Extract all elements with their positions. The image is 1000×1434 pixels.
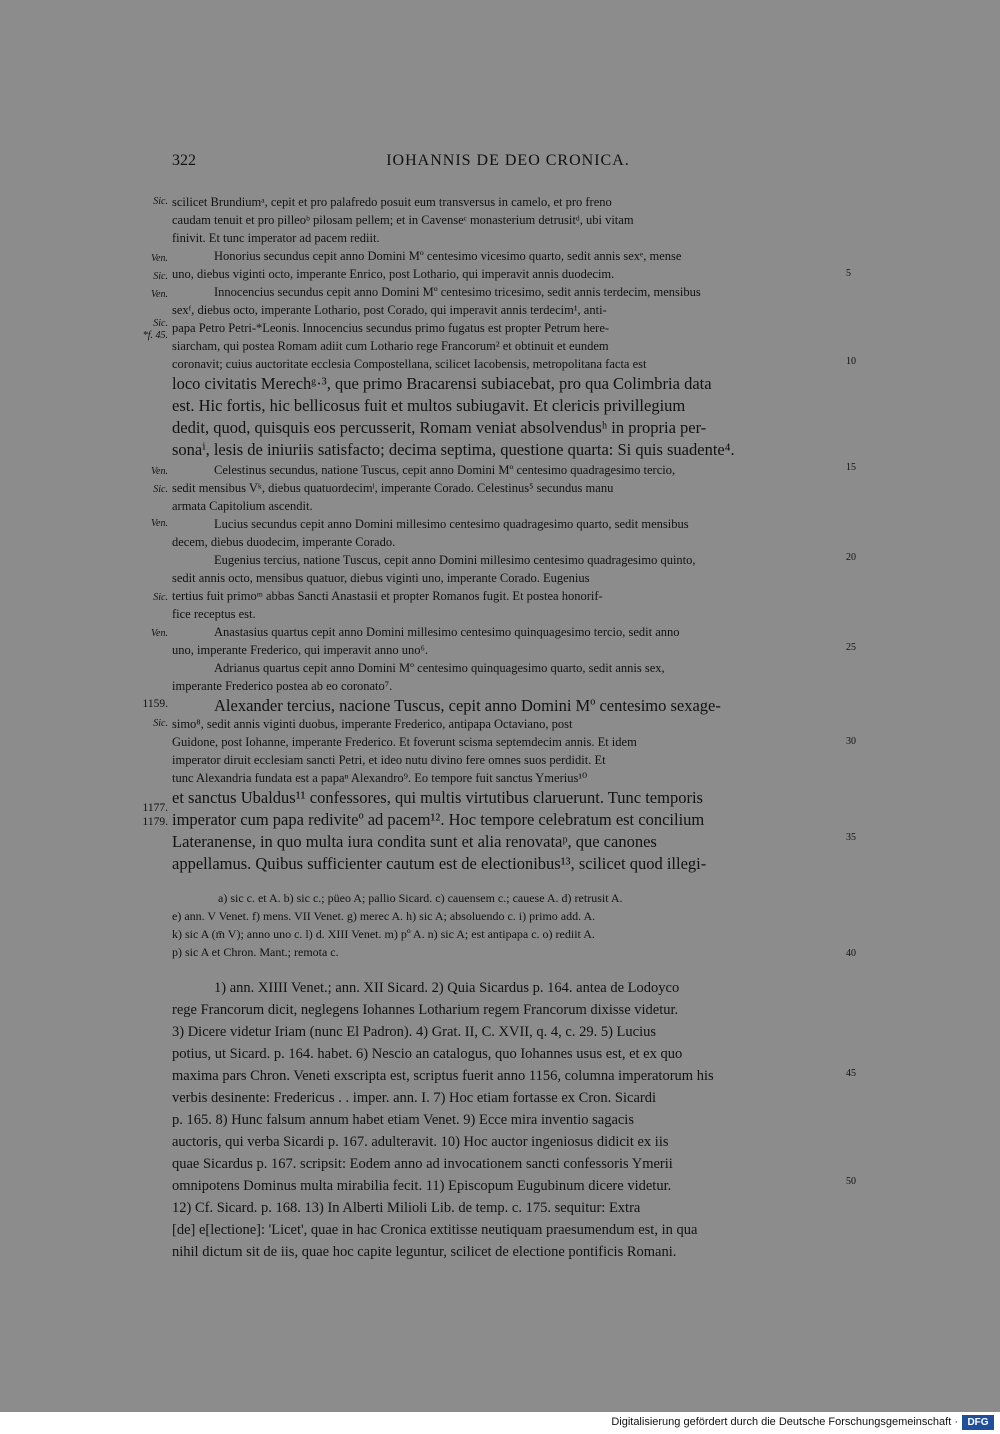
apparatus-line: a) sic c. et A. b) sic c.; püeo A; pallio Sicard. c) cauensem c.; cauese A. d) retrusit A. xyxy=(218,891,623,905)
text-line: tunc Alexandria fundata est a papaⁿ Alexandro⁹. Eo tempore fuit sanctus Ymerius¹⁰ xyxy=(172,771,588,785)
text-line: coronavit; cuius auctoritate ecclesia Compostellana, scilicet Iacobensis, metropolitana facta est xyxy=(172,357,647,371)
text-line: sonaⁱ, lesis de iniuriis satisfacto; decima septima, questione quarta: Si quis suadente⁴. xyxy=(172,440,735,459)
text-line: finivit. Et tunc imperator ad pacem rediit. xyxy=(172,231,380,245)
note-line: nihil dictum sit de iis, quae hoc capite leguntur, scilicet de electione pontificis Romani. xyxy=(172,1244,677,1260)
text-line: imperante Frederico postea ab eo coronato⁷. xyxy=(172,679,393,693)
funding-footer xyxy=(0,1412,1000,1434)
line-number: 25 xyxy=(846,642,856,653)
text-line: uno, diebus viginti octo, imperante Enrico, post Lothario, qui imperavit annis duodecim. xyxy=(172,267,615,281)
margin-year: 1159. xyxy=(142,698,168,710)
margin-siglum: Ven. xyxy=(151,253,168,264)
text-line: est. Hic fortis, hic bellicosus fuit et multos subiugavit. Et clericis privillegium xyxy=(172,396,686,415)
margin-year: 1179. xyxy=(142,816,168,828)
text-line: Lateranense, in quo multa iura condita sunt et alia renovataᵖ, que canones xyxy=(172,832,657,851)
margin-siglum: Sic. xyxy=(153,592,168,603)
line-number: 30 xyxy=(846,736,856,747)
margin-siglum: Ven. xyxy=(151,518,168,529)
dfg-logo-icon: DFG xyxy=(962,1415,994,1430)
note-line: 3) Dicere videtur Iriam (nunc El Padron). 4) Grat. II, C. XVII, q. 4, c. 29. 5) Lucius xyxy=(172,1024,656,1040)
margin-siglum: Sic. xyxy=(153,271,168,282)
margin-siglum: Ven. xyxy=(151,289,168,300)
line-number: 15 xyxy=(846,462,856,473)
text-line: Eugenius tercius, natione Tuscus, cepit anno Domini millesimo centesimo quadragesimo quinto, xyxy=(214,553,696,567)
line-number: 10 xyxy=(846,356,856,367)
margin-siglum: Sic. xyxy=(153,718,168,729)
text-line: simo⁸, sedit annis viginti duobus, imperante Frederico, antipapa Octaviano, post xyxy=(172,717,573,731)
funding-text: Digitalisierung gefördert durch die Deutsche Forschungsgemeinschaft · xyxy=(611,1416,958,1428)
apparatus-line: k) sic A (m̄ V); anno uno c. l) d. XIII Venet. m) pº A. n) sic A; est antipapa c. o) rediit A. xyxy=(172,927,595,941)
text-line: scilicet Brundiumᵃ, cepit et pro palafredo posuit eum transversus in camelo, et pro freno xyxy=(172,195,612,209)
text-line: decem, diebus duodecim, imperante Corado. xyxy=(172,535,396,549)
note-line: maxima pars Chron. Veneti exscripta est, scriptus fuerit anno 1156, columna imperatorum his xyxy=(172,1068,714,1084)
text-line: Guidone, post Iohanne, imperante Frederico. Et foverunt scisma septemdecim annis. Et idem xyxy=(172,735,637,749)
page-header xyxy=(172,152,844,178)
margin-siglum: Ven. xyxy=(151,628,168,639)
line-number: 5 xyxy=(846,268,851,279)
note-line: verbis desinente: Fredericus . . imper. ann. I. 7) Hoc etiam fortasse ex Cron. Sicardi xyxy=(172,1090,657,1106)
margin-folio-mark: *f. 45. xyxy=(142,330,168,341)
text-line: Lucius secundus cepit anno Domini millesimo centesimo quadragesimo quarto, sedit mensibus xyxy=(214,517,689,531)
line-number: 35 xyxy=(846,832,856,843)
running-title: IOHANNIS DE DEO CRONICA. xyxy=(386,152,630,169)
text-line: siarcham, qui postea Romam adiit cum Lothario rege Francorum² et obtinuit et eundem xyxy=(172,339,609,353)
text-line: caudam tenuit et pro pilleoᵇ pilosam pellem; et in Cavenseᶜ monasterium detrusitᵈ, ubi vitam xyxy=(172,213,634,227)
text-line: appellamus. Quibus sufficienter cautum est de electionibus¹³, scilicet quod illegi- xyxy=(172,854,707,873)
note-line: auctoris, qui verba Sicardi p. 167. adulteravit. 10) Hoc auctor ingeniosus didicit ex iis xyxy=(172,1134,669,1150)
text-line: dedit, quod, quisquis eos percusserit, Romam veniat absolvendusʰ in propria per- xyxy=(172,418,707,437)
apparatus-line: p) sic A et Chron. Mant.; remota c. xyxy=(172,945,339,959)
note-line: [de] e[lectione]: 'Licet', quae in hac Cronica extitisse neutiquam praesumendum est, in qua xyxy=(172,1222,698,1238)
text-line: sexᶠ, diebus octo, imperante Lothario, post Corado, qui imperavit annis terdecim¹, anti- xyxy=(172,303,607,317)
text-line: loco civitatis Merechᵍ·³, que primo Bracarensi subiacebat, pro qua Colimbria data xyxy=(172,374,712,393)
note-line: p. 165. 8) Hunc falsum annum habet etiam Venet. 9) Ecce mira inventio sagacis xyxy=(172,1112,634,1128)
line-number: 40 xyxy=(846,948,856,959)
text-line: papa Petro Petri-*Leonis. Innocencius secundus primo fugatus est propter Petrum here- xyxy=(172,321,610,335)
margin-siglum: Sic. xyxy=(153,318,168,329)
margin-siglum: Sic. xyxy=(153,196,168,207)
apparatus-line: e) ann. V Venet. f) mens. VII Venet. g) merec A. h) sic A; absoluendo c. i) primo add. A. xyxy=(172,909,596,923)
text-line: imperator diruit ecclesiam sancti Petri, et ideo nutu divino fere omnes suos perdidit. Et xyxy=(172,753,606,767)
note-line: omnipotens Dominus multa mirabilia fecit. 11) Episcopum Eugubinum dicere videtur. xyxy=(172,1178,672,1194)
line-number: 50 xyxy=(846,1176,856,1187)
text-line: imperator cum papa rediviteº ad pacem¹². Hoc tempore celebratum est concilium xyxy=(172,810,705,829)
text-line: Celestinus secundus, natione Tuscus, cepit anno Domini Mº centesimo quadragesimo tercio, xyxy=(214,463,676,477)
text-line: Adrianus quartus cepit anno Domini Mº centesimo quinquagesimo quarto, sedit annis sex, xyxy=(214,661,665,675)
page-number: 322 xyxy=(172,152,196,169)
text-line: Anastasius quartus cepit anno Domini millesimo centesimo quinquagesimo tercio, sedit anno xyxy=(214,625,680,639)
note-line: quae Sicardus p. 167. scripsit: Eodem anno ad invocationem sancti confessoris Ymerii xyxy=(172,1156,673,1172)
note-line: 12) Cf. Sicard. p. 168. 13) In Alberti Milioli Lib. de temp. c. 175. sequitur: Extra xyxy=(172,1200,641,1216)
text-line: uno, imperante Frederico, qui imperavit anno uno⁶. xyxy=(172,643,429,657)
margin-siglum: Sic. xyxy=(153,484,168,495)
text-line: sedit annis octo, mensibus quatuor, diebus viginti uno, imperante Corado. Eugenius xyxy=(172,571,590,585)
text-line: Innocencius secundus cepit anno Domini Mº centesimo tricesimo, sedit annis terdecim, mensibus xyxy=(214,285,701,299)
text-line: Honorius secundus cepit anno Domini Mº centesimo vicesimo quarto, sedit annis sexᵉ, mense xyxy=(214,249,682,263)
text-line: sedit mensibus Vᵏ, diebus quatuordecimˡ, imperante Corado. Celestinus⁵ secundus manu xyxy=(172,481,614,495)
note-line: potius, ut Sicard. p. 164. habet. 6) Nescio an catalogus, quo Iohannes usus est, et ex quo xyxy=(172,1046,683,1062)
line-number: 45 xyxy=(846,1068,856,1079)
note-line: 1) ann. XIIII Venet.; ann. XII Sicard. 2) Quia Sicardus p. 164. antea de Lodoyco xyxy=(214,980,680,996)
text-line: et sanctus Ubaldus¹¹ confessores, qui multis virtutibus claruerunt. Tunc temporis xyxy=(172,788,703,807)
line-number: 20 xyxy=(846,552,856,563)
margin-siglum: Ven. xyxy=(151,466,168,477)
margin-year: 1177. xyxy=(142,802,168,814)
text-line: fice receptus est. xyxy=(172,607,256,621)
text-line: Alexander terсius, nacione Tuscus, cepit anno Domini Mº centesimo sexage- xyxy=(214,696,721,715)
text-line: tertius fuit primoᵐ abbas Sancti Anastasii et propter Romanos fugit. Et postea honorif- xyxy=(172,589,603,603)
note-line: rege Francorum dicit, neglegens Iohannes Lotharium regem Francorum dixisse videtur. xyxy=(172,1002,679,1018)
text-line: armata Capitolium ascendit. xyxy=(172,499,313,513)
